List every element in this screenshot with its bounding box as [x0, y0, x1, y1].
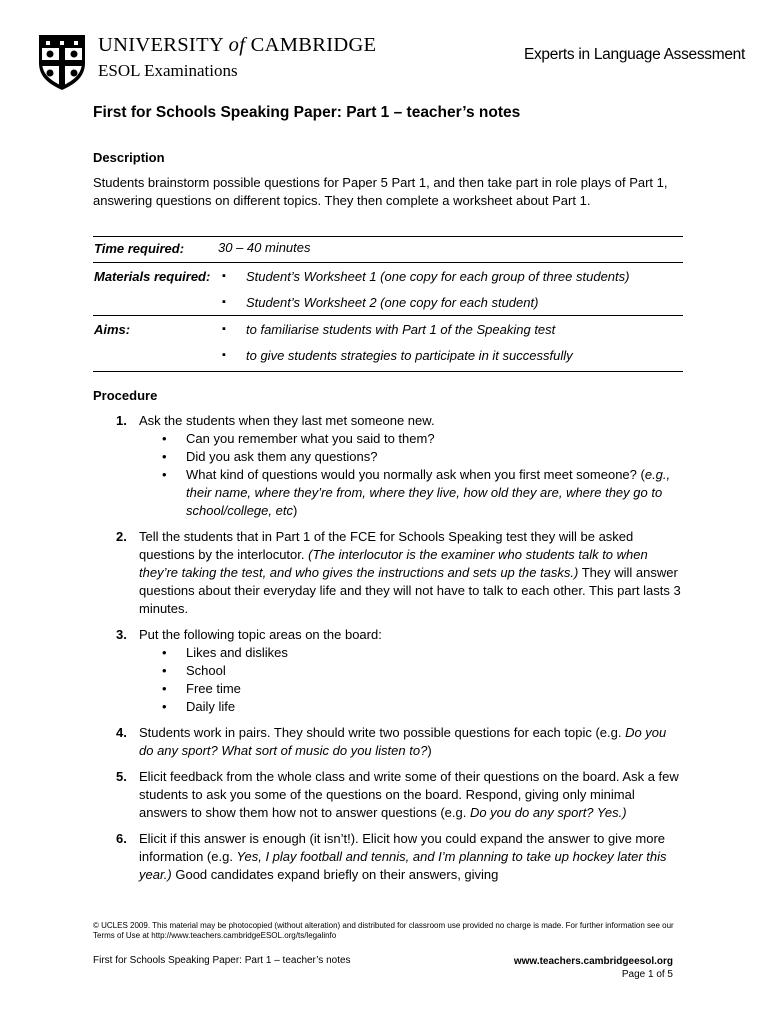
bullet-item: • Daily life [162, 699, 236, 714]
procedure-step [93, 528, 683, 618]
page-number: Page 1 of 5 [621, 969, 673, 980]
materials-row [93, 263, 683, 316]
procedure-heading: Procedure [93, 388, 158, 403]
bullet-item: • Did you ask them any questions? [162, 449, 378, 464]
bullet-dot-icon: • [162, 431, 167, 446]
procedure-step [93, 412, 683, 520]
procedure-step [93, 830, 683, 884]
aims-item: ▪ to give students strategies to participate in it successfully [222, 348, 573, 363]
footer-website-link[interactable]: www.teachers.cambridgeesol.org [513, 956, 673, 967]
bullet-dot-icon: • [162, 449, 167, 464]
materials-item: ▪ Student’s Worksheet 2 (one copy for each student) [222, 295, 539, 310]
time-value: 30 – 40 minutes [218, 240, 311, 255]
step-text: Put the following topic areas on the board: [139, 627, 382, 642]
time-label: Time required: [94, 241, 185, 256]
materials-item: ▪ Student’s Worksheet 1 (one copy for each group of three students) [222, 269, 630, 284]
lesson-info-table [93, 236, 683, 372]
bullet-dot-icon: • [162, 467, 167, 482]
procedure-step [93, 768, 683, 822]
bullet-item: • Free time [162, 681, 241, 696]
procedure-list [93, 412, 683, 892]
step-text: Ask the students when they last met someone new. [139, 413, 435, 428]
cambridge-crest-logo [37, 33, 87, 91]
square-bullet-icon: ▪ [222, 349, 226, 361]
bullet-item: • School [162, 663, 226, 678]
step-bullets [139, 430, 683, 520]
page-title: First for Schools Speaking Paper: Part 1 – teacher’s notes [93, 104, 521, 121]
footer-doc-title: First for Schools Speaking Paper: Part 1 – teacher’s notes [93, 955, 351, 966]
description-text: Students brainstorm possible questions for Paper 5 Part 1, and then take part in role plays of Part 1, answering questions on different topics. They then complete a worksheet about Part 1. [93, 175, 668, 208]
procedure-step [93, 724, 683, 760]
copyright-note: © UCLES 2009. This material may be photocopied (without alteration) and distributed for classroom use provided no charge is made. For further information see our Terms of Use at http://www.teachers.cambridgeESOL.org/ts/legalinfo [93, 921, 674, 940]
square-bullet-icon: ▪ [222, 270, 226, 282]
step-number: 6. [116, 831, 127, 846]
bullet-dot-icon: • [162, 645, 167, 660]
header-tagline: Experts in Language Assessment [523, 46, 745, 63]
footer-right [514, 955, 673, 981]
step-text: Students work in pairs. They should write two possible questions for each topic (e.g. Do you do any sport? What sort of music do you listen to?) [139, 725, 667, 758]
time-row [93, 237, 683, 263]
square-bullet-icon: ▪ [222, 296, 226, 308]
step-text: Elicit feedback from the whole class and write some of their questions on the board. Ask a few students to ask you some of the questions on the board. Respond, giving only minimal answers to show them how not to answer questions (e.g. Do you do any sport? Yes.) [139, 769, 679, 820]
bullet-item: • Likes and dislikes [162, 645, 288, 660]
aims-row [93, 316, 683, 372]
procedure-step [93, 626, 683, 716]
aims-item: ▪ to familiarise students with Part 1 of the Speaking test [222, 322, 556, 337]
bullet-dot-icon: • [162, 699, 167, 714]
step-number: 1. [116, 413, 127, 428]
step-text: Tell the students that in Part 1 of the FCE for Schools Speaking test they will be asked questions by the interlocutor. (The interlocutor is the examiner who students talk to when they’re taking the test, and who gives the instructions and sets up the tasks.) They will answer questions about their everyday life and they will not have to talk to each other. This part lasts 3 minutes. [139, 529, 681, 616]
square-bullet-icon: ▪ [222, 323, 226, 335]
bullet-dot-icon: • [162, 663, 167, 678]
esol-subtitle: ESOL Examinations [98, 61, 238, 80]
bullet-dot-icon: • [162, 681, 167, 696]
step-number: 3. [116, 627, 127, 642]
bullet-item: • What kind of questions would you normally ask when you first meet someone? (e.g., their name, where they’re from, where they live, how old they are, where they go to school/college, etc) [162, 467, 671, 518]
description-heading: Description [93, 150, 165, 165]
step-number: 4. [116, 725, 127, 740]
aims-label: Aims: [94, 322, 131, 337]
page-header [37, 33, 745, 93]
topic-bullets [139, 644, 683, 716]
university-name: UNIVERSITY of CAMBRIDGE [98, 34, 377, 56]
step-text: Elicit if this answer is enough (it isn’t!). Elicit how you could expand the answer to give more information (e.g. Yes, I play football and tennis, and I’m planning to take up hockey later this year.) Good candidates expand briefly on their answers, giving [139, 831, 667, 882]
step-number: 2. [116, 529, 127, 544]
materials-label: Materials required: [94, 269, 211, 284]
step-number: 5. [116, 769, 127, 784]
bullet-item: • Can you remember what you said to them? [162, 431, 435, 446]
